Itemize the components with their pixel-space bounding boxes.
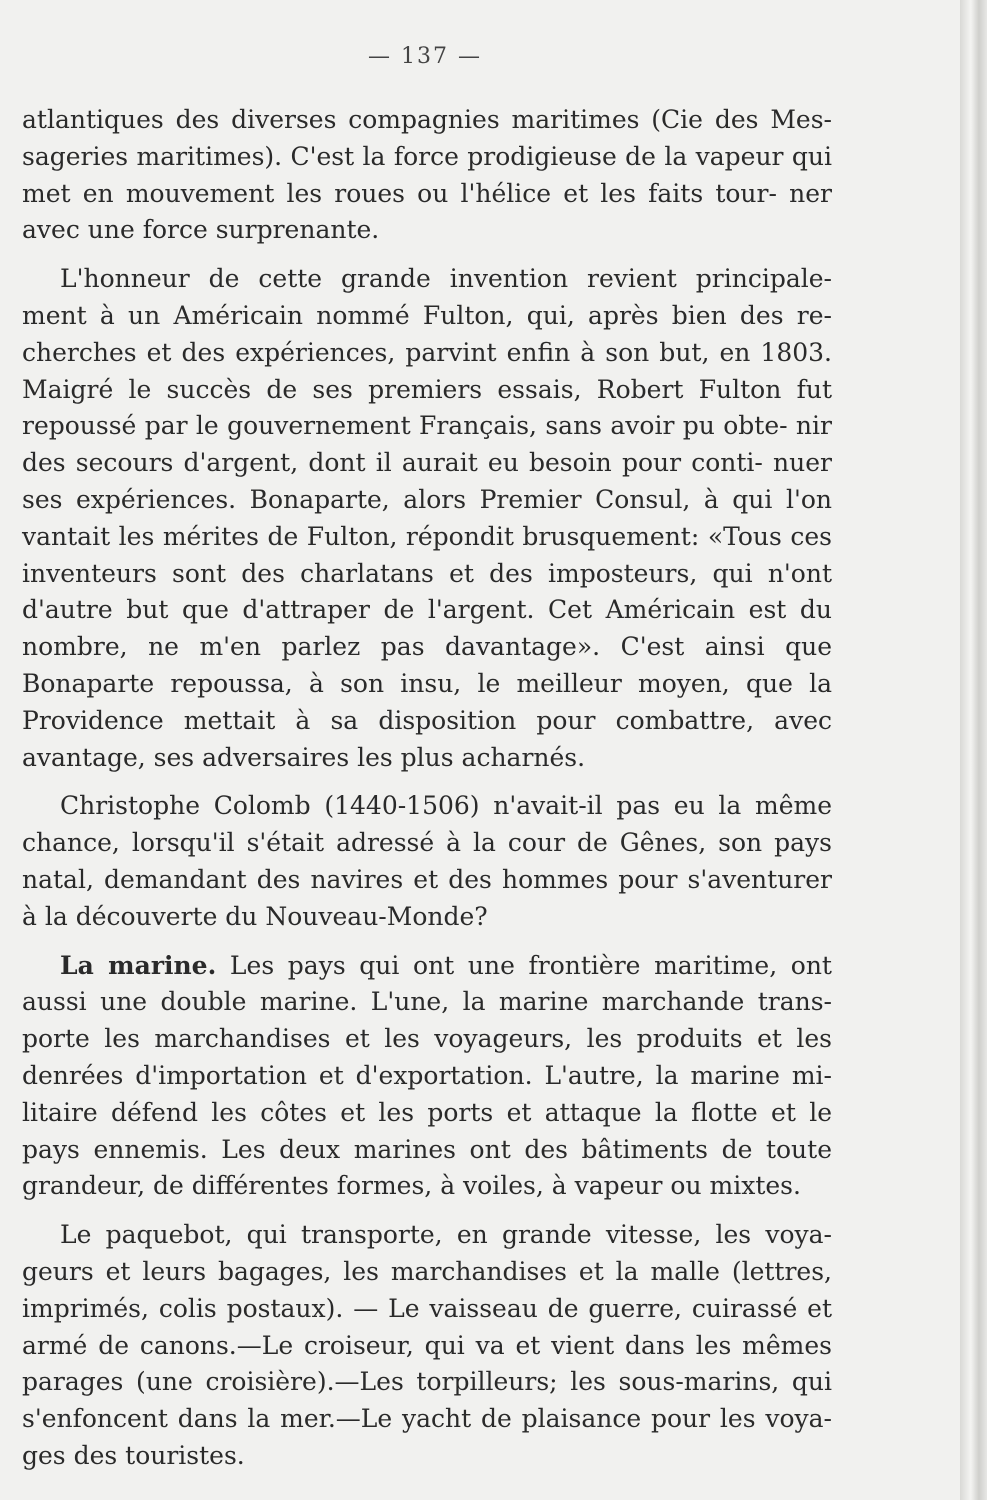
text-line: atlantiques des diverses compagnies maritimes (Cie des Mes-: [22, 105, 832, 134]
text-line: aussi une double marine. L'une, la marine marchande trans-: [22, 987, 832, 1017]
text-line: cherches et des expériences, parvint enfin à son but, en 1803.: [22, 337, 832, 367]
text-line: s'enfoncent dans la mer.—Le yacht de plaisance pour les voya-: [22, 1404, 832, 1434]
text-line: est du nombre, ne m'en parlez pas davantage». C'est ainsi: [22, 595, 832, 662]
text-line: «Tous ces inventeurs sont des charlatans et des imposteurs,: [22, 521, 833, 588]
text-line: ges des touristes.: [22, 1440, 245, 1470]
paragraph-colomb: [22, 788, 832, 935]
paragraph-marine: [22, 948, 832, 1206]
text-line: porte les marchandises et les voyageurs, les produits et les: [22, 1024, 832, 1054]
text-line: parages (une croisière).—Les torpilleurs; les sous-marins, qui: [22, 1367, 832, 1397]
text-line: repoussé par le gouvernement Français, sans avoir pu obte-: [22, 411, 788, 441]
text-line: L'honneur de cette grande invention revient principale-: [60, 264, 832, 294]
text-line: qui met en mouvement les roues ou l'hélice et les faits tour-: [22, 141, 832, 208]
text-line: pays ennemis. Les deux marines ont des bâtiments de toute: [22, 1134, 832, 1164]
text-line: chance, lorsqu'il s'était adressé à la cour de Gênes, son pays: [22, 828, 832, 858]
section-heading: La marine.: [60, 950, 217, 980]
text-line: la Providence mettait à sa disposition pour combattre, avec: [22, 668, 832, 735]
text-line: nir des secours d'argent, dont il aurait eu besoin pour conti-: [22, 411, 832, 478]
text-line: geurs et leurs bagages, les marchandises et la malle (lettres,: [22, 1256, 832, 1286]
text-line: ment à un Américain nommé Fulton, qui, après bien des re-: [22, 300, 832, 330]
text-line: grandeur, de différentes formes, à voiles, à vapeur ou mixtes.: [22, 1171, 801, 1201]
page-number: — 137 —: [368, 44, 482, 69]
text-line: nuer ses expériences. Bonaparte, alors Premier Consul, à qui: [22, 448, 832, 514]
text-line: natal, demandant des navires et des hommes pour s'aventurer: [22, 864, 832, 894]
text-line: Les pays qui ont une frontière maritime, ont: [216, 950, 832, 980]
text-line: Maigré le succès de ses premiers essais, Robert Fulton fut: [22, 374, 832, 404]
text-line: avantage, ses adversaires les plus acharnés.: [22, 742, 586, 772]
text-line: que Bonaparte repoussa, à son insu, le meilleur moyen, que: [22, 632, 832, 698]
text-line: denrées d'importation et d'exportation. L'autre, la marine mi-: [22, 1060, 832, 1090]
body-text: [22, 102, 832, 1487]
text-line: à la découverte du Nouveau-Monde?: [22, 901, 488, 931]
paragraph-ships: [22, 1217, 832, 1475]
text-line: imprimés, colis postaux). — Le vaisseau de guerre, cuirassé et: [22, 1293, 832, 1323]
text-line: litaire défend les côtes et les ports et attaque la flotte et le: [22, 1097, 832, 1127]
text-line: qui n'ont d'autre but que d'attraper de l'argent. Cet Américain: [22, 558, 832, 625]
paragraph-fulton: [22, 261, 832, 776]
paragraph-steam: [22, 102, 832, 249]
text-line: l'on vantait les mérites de Fulton, répondit brusquement:: [22, 484, 833, 551]
text-line: Christophe Colomb (1440-1506) n'avait-il pas eu la même: [60, 791, 832, 821]
page-edge: [960, 0, 987, 1500]
text-line: ner avec une force surprenante.: [22, 178, 832, 245]
text-line: Le paquebot, qui transporte, en grande vitesse, les voya-: [60, 1220, 832, 1250]
text-line: armé de canons.—Le croiseur, qui va et vient dans les mêmes: [22, 1330, 832, 1360]
text-line: sageries maritimes). C'est la force prodigieuse de la vapeur: [22, 141, 784, 171]
